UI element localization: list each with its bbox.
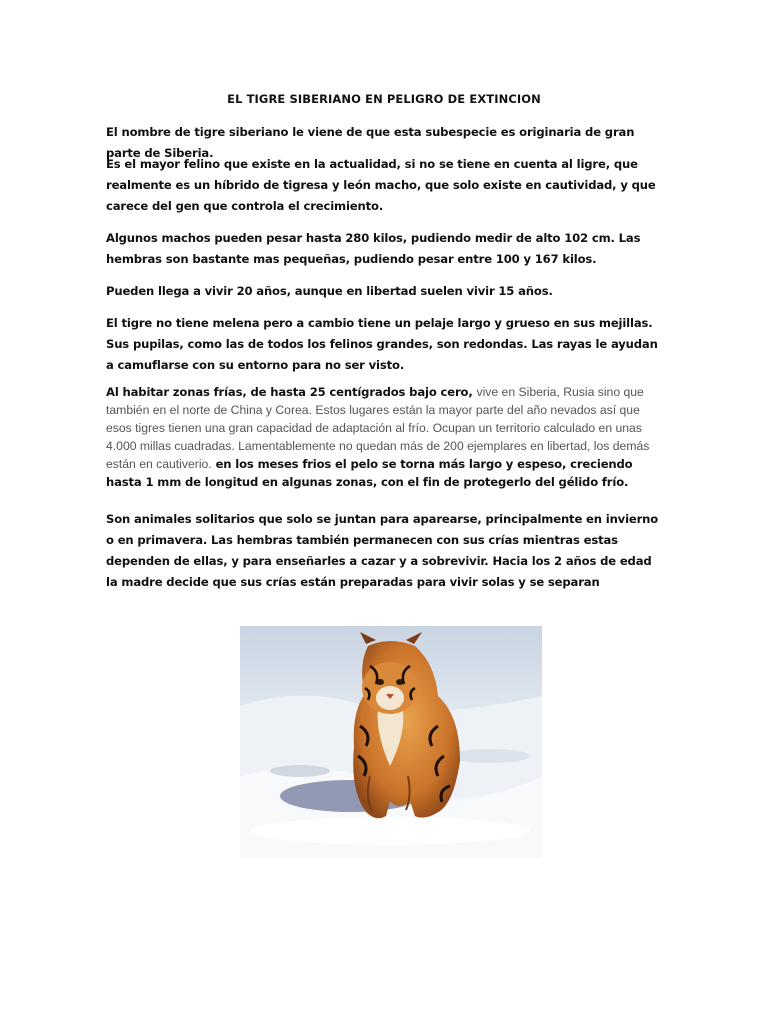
- document-title: EL TIGRE SIBERIANO EN PELIGRO DE EXTINCION: [227, 92, 541, 106]
- paragraph-size: Es el mayor felino que existe en la actualidad, si no se tiene en cuenta al ligre, que realmente es un híbrido de tigresa y león macho, que solo existe en cautividad, y que carece del gen que controla el crecimiento.: [106, 157, 656, 213]
- paragraph-lifespan: Pueden llega a vivir 20 años, aunque en libertad suelen vivir 15 años.: [106, 284, 553, 298]
- paragraph-behavior: Son animales solitarios que solo se juntan para aparearse, principalmente en invierno o en primavera. Las hembras también permanecen con sus crías mientras estas dependen de ellas, y para enseñarles a cazar y a sobrevivir. Hacia los 2 años de edad la madre decide que sus crías están preparadas para vivir solas y se separan: [106, 512, 659, 589]
- habitat-bold-end: en los meses frios el pelo se torna más largo y espeso, creciendo hasta 1 mm de longitud en algunas zonas, con el fin de protegerlo del gélido frío.: [106, 457, 633, 489]
- paragraph-weight: Algunos machos pueden pesar hasta 280 kilos, pudiendo medir de alto 102 cm. Las hembras son bastante mas pequeñas, pudiendo pesar entre 100 y 167 kilos.: [106, 231, 641, 266]
- paragraph-origin: El nombre de tigre siberiano le viene de que esta subespecie es originaria de gran parte de Siberia.: [106, 125, 635, 160]
- tiger-photo: [240, 626, 542, 858]
- paragraph-appearance: El tigre no tiene melena pero a cambio tiene un pelaje largo y grueso en sus mejillas. Sus pupilas, como las de todos los felinos grandes, son redondas. Las rayas le ayudan a camuflarse con su entorno para no ser visto.: [106, 316, 658, 372]
- habitat-regular-text: vive en Siberia, Rusia sino que también en el norte de China y Corea. Estos lugares están la mayor parte del año nevados así que esos tigres tienen una gran capacidad de adaptación al frío. Ocupan un territorio calculado en unas 4.000 millas cuadradas. Lamentablemente no quedan más de 200 ejemplares en libertad, los demás están en cautiverio.: [106, 385, 650, 471]
- habitat-bold-start: Al habitar zonas frías, de hasta 25 centígrados bajo cero,: [106, 385, 473, 399]
- paragraph-habitat: [106, 383, 666, 491]
